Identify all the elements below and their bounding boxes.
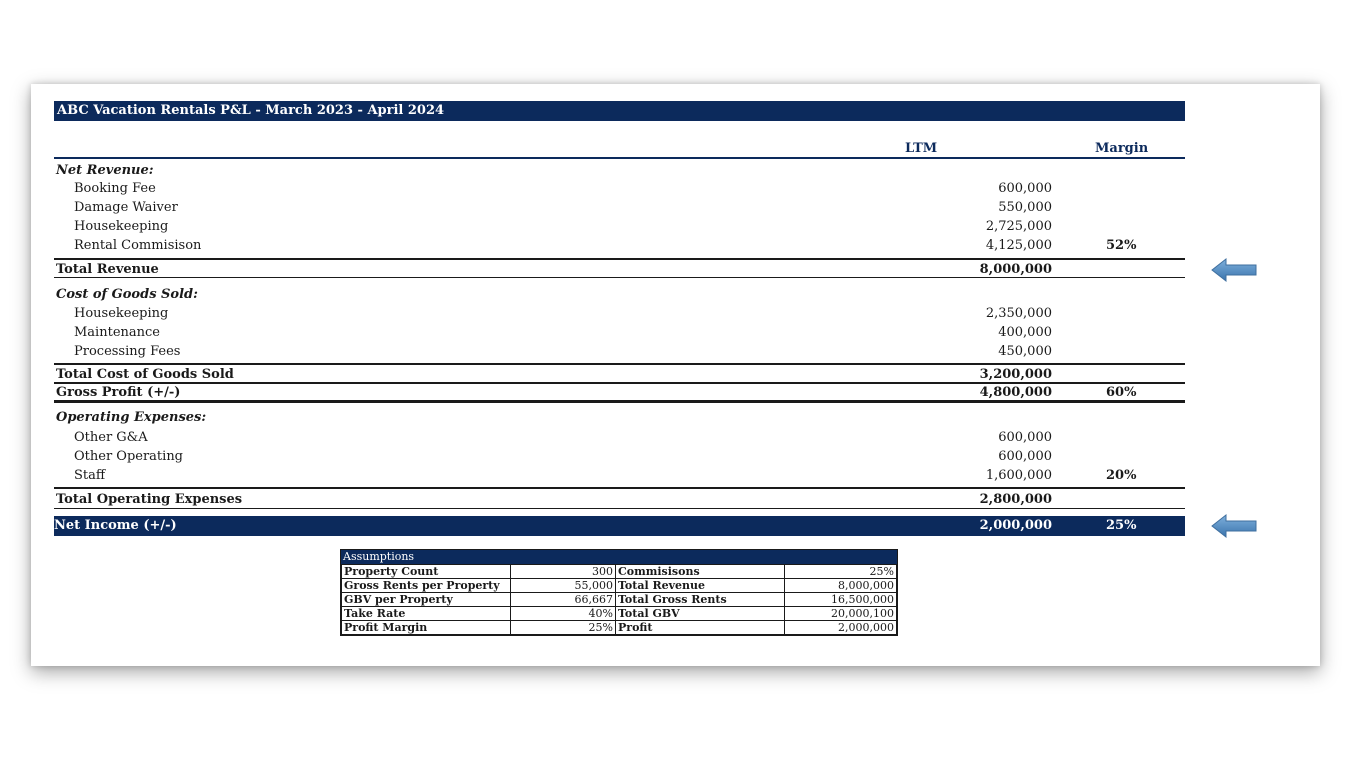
line-item-ltm: 600,000	[998, 181, 1052, 196]
assumption-key: GBV per Property	[342, 593, 511, 607]
assumption-key: Take Rate	[342, 607, 511, 621]
assumption-key: Gross Rents per Property	[342, 579, 511, 593]
line-item-margin: 52%	[1106, 238, 1137, 253]
assumption-value: 25%	[785, 565, 897, 579]
assumption-value: 2,000,000	[785, 621, 897, 635]
net-income-row	[54, 516, 1185, 536]
section-net-revenue	[54, 161, 1185, 180]
arrow-left-icon	[1210, 512, 1260, 540]
assumption-key: Profit	[616, 621, 785, 635]
assumption-key: Commisisons	[616, 565, 785, 579]
line-item	[54, 466, 1185, 485]
assumption-value: 25%	[511, 621, 616, 635]
section-opex	[54, 408, 1185, 427]
assumptions-grid	[341, 564, 897, 635]
section-cogs	[54, 285, 1185, 304]
total-label: Total Revenue	[56, 262, 159, 277]
assumption-key: Total GBV	[616, 607, 785, 621]
assumption-value: 66,667	[511, 593, 616, 607]
line-item-ltm: 2,725,000	[985, 219, 1052, 234]
line-item	[54, 179, 1185, 198]
total-label: Total Operating Expenses	[56, 492, 243, 507]
line-item-ltm: 450,000	[998, 344, 1052, 359]
column-header-ltm: LTM	[905, 141, 938, 156]
net-income-ltm: 2,000,000	[979, 518, 1052, 533]
section-label: Net Revenue:	[56, 163, 154, 178]
total-ltm: 2,800,000	[979, 492, 1052, 507]
header-rule	[54, 157, 1185, 159]
line-item-ltm: 600,000	[998, 430, 1052, 445]
column-header-margin: Margin	[1095, 141, 1149, 156]
assumption-key: Profit Margin	[342, 621, 511, 635]
line-item	[54, 342, 1185, 361]
assumption-value: 20,000,100	[785, 607, 897, 621]
total-label: Gross Profit (+/-)	[56, 385, 181, 400]
total-ltm: 8,000,000	[979, 262, 1052, 277]
total-margin: 60%	[1106, 385, 1137, 400]
assumptions-table	[340, 549, 898, 636]
line-item-label: Damage Waiver	[74, 200, 178, 215]
line-item	[54, 428, 1185, 447]
line-item-label: Other Operating	[74, 449, 184, 464]
table-row	[342, 579, 897, 593]
report-title: ABC Vacation Rentals P&L - March 2023 - April 2024	[54, 101, 1185, 121]
line-item-ltm: 4,125,000	[985, 238, 1052, 253]
line-item-ltm: 1,600,000	[985, 468, 1052, 483]
line-item-label: Rental Commisison	[74, 238, 202, 253]
table-row	[342, 565, 897, 579]
line-item-ltm: 2,350,000	[985, 306, 1052, 321]
line-item-label: Housekeeping	[74, 306, 169, 321]
assumption-value: 40%	[511, 607, 616, 621]
line-item-ltm: 550,000	[998, 200, 1052, 215]
line-item-label: Other G&A	[74, 430, 148, 445]
assumption-key: Total Gross Rents	[616, 593, 785, 607]
line-item-label: Housekeeping	[74, 219, 169, 234]
line-item-label: Staff	[74, 468, 106, 483]
line-item-label: Booking Fee	[74, 181, 156, 196]
assumptions-heading: Assumptions	[341, 550, 897, 564]
total-rule-bottom	[54, 508, 1185, 509]
net-income-margin: 25%	[1106, 518, 1137, 533]
section-label: Operating Expenses:	[56, 410, 207, 425]
arrow-left-icon	[1210, 256, 1260, 284]
table-row	[342, 593, 897, 607]
assumption-value: 8,000,000	[785, 579, 897, 593]
total-rule-bottom	[54, 277, 1185, 278]
line-item-ltm: 600,000	[998, 449, 1052, 464]
line-item-ltm: 400,000	[998, 325, 1052, 340]
line-item-label: Maintenance	[74, 325, 160, 340]
assumption-value: 55,000	[511, 579, 616, 593]
total-rule-top	[54, 487, 1185, 489]
line-item	[54, 323, 1185, 342]
table-row	[342, 621, 897, 635]
line-item-label: Processing Fees	[74, 344, 181, 359]
gross-profit-rule	[54, 400, 1185, 403]
pl-sheet	[31, 84, 1320, 666]
line-item-margin: 20%	[1106, 468, 1137, 483]
assumption-value: 300	[511, 565, 616, 579]
assumption-value: 16,500,000	[785, 593, 897, 607]
section-label: Cost of Goods Sold:	[56, 287, 198, 302]
line-item	[54, 198, 1185, 217]
total-ltm: 3,200,000	[979, 367, 1052, 382]
total-ltm: 4,800,000	[979, 385, 1052, 400]
net-income-label: Net Income (+/-)	[54, 518, 177, 533]
assumption-key: Property Count	[342, 565, 511, 579]
table-row	[342, 607, 897, 621]
line-item	[54, 236, 1185, 255]
line-item	[54, 304, 1185, 323]
total-label: Total Cost of Goods Sold	[56, 367, 234, 382]
line-item	[54, 447, 1185, 466]
assumption-key: Total Revenue	[616, 579, 785, 593]
total-opex-row	[54, 490, 1185, 509]
line-item	[54, 217, 1185, 236]
